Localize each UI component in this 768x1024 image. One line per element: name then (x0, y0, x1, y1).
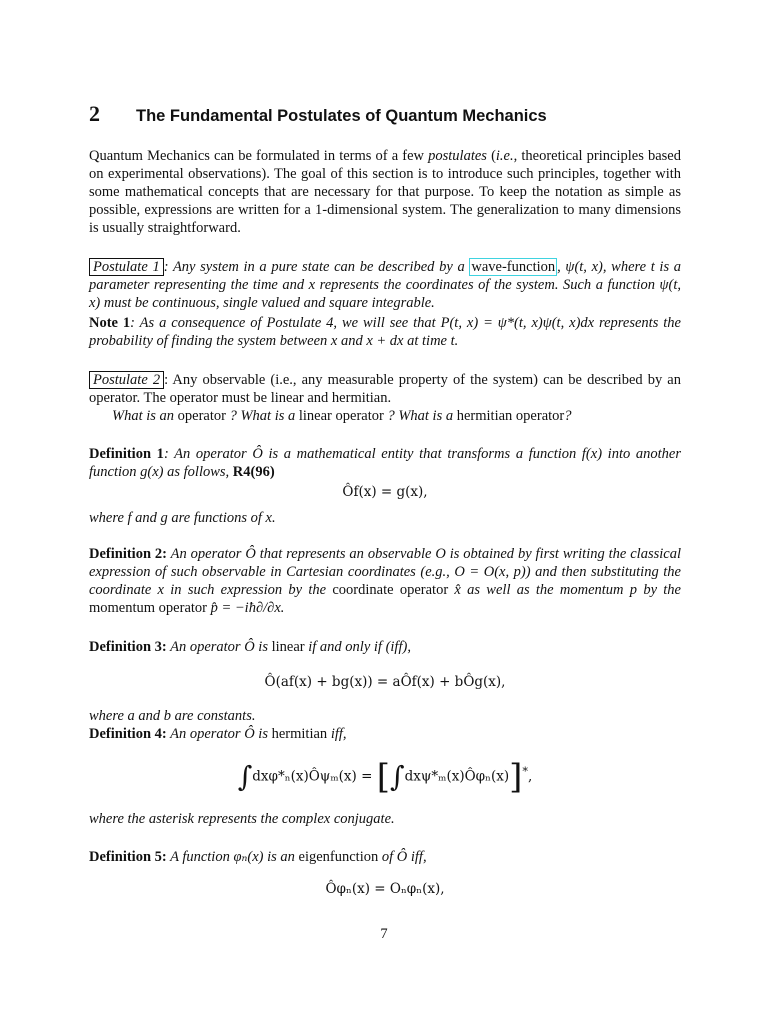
right-bracket: ] (509, 757, 523, 797)
definition-3-note: where a and b are constants. (89, 708, 256, 724)
definition-2: Definition 2: An operator Ô that represents an observable O is obtained by first writing the classical expression of such observable in Cartesian coordinates (e.g., O = O(x, p)) and then substituting the coordinate x in such expression by the coordinate operator x̂ as well as the momentum p by the momentum operator p̂ = −iħ∂/∂x. (89, 546, 681, 616)
definition-4: Definition 4: An operator Ô is hermitian iff, (89, 726, 347, 742)
definition-3-label: Definition 3: (89, 639, 167, 655)
left-bracket: [ (376, 757, 390, 797)
definition-3: Definition 3: An operator Ô is linear if and only if (iff), (89, 639, 411, 655)
definition-2-label: Definition 2: (89, 546, 168, 562)
section-title: The Fundamental Postulates of Quantum Mechanics (136, 107, 547, 125)
definition-5-label: Definition 5: (89, 849, 167, 865)
section-number: 2 (89, 101, 100, 126)
reference-r4: R4(96) (232, 464, 275, 480)
definition-1-note: where f and g are functions of x. (89, 510, 276, 526)
definition-5: Definition 5: A function φₙ(x) is an eigenfunction of Ô iff, (89, 849, 427, 865)
definition-1-label: Definition 1 (89, 446, 164, 462)
postulate-1-label: Postulate 1 (89, 258, 164, 276)
note-1-label: Note 1 (89, 315, 131, 331)
postulate-2: Postulate 2 : Any observable (i.e., any measurable property of the system) can be described by an operator. The operator must be linear and hermitian. (89, 372, 681, 406)
postulate-2-label: Postulate 2 (89, 371, 164, 389)
definition-1: Definition 1: An operator Ô is a mathematical entity that transforms a function f(x) into another function g(x) as follows, R4(96) (89, 446, 681, 480)
equation-def1: Ôf(x) = g(x), (342, 484, 428, 500)
integral-sign: ∫ (237, 760, 253, 793)
postulate-1: Postulate 1 : Any system in a pure state can be described by a wave-function , ψ(t, x), where t is a parameter representing the time and x represents the coordinates of the system. Such a function ψ(t, x) must be continuous, single valued and square integrable. (89, 259, 682, 311)
page-number: 7 (380, 926, 388, 942)
section-heading (89, 101, 681, 133)
equation-def4: ∫dxφ*ₙ(x)Ôψₘ(x) = [∫dxψ*ₘ(x)Ôφₙ(x)]*, (237, 757, 533, 797)
definition-4-note: where the asterisk represents the complex conjugate. (89, 811, 395, 827)
equation-def3: Ô(af(x) + bg(x)) = aÔf(x) + bÔg(x), (264, 674, 506, 690)
definition-4-label: Definition 4: (89, 726, 167, 742)
wave-function-link[interactable]: wave-function (471, 259, 556, 275)
operator-questions: What is an operator ? What is a linear operator ? What is a hermitian operator? (112, 408, 572, 424)
equation-def5: Ôφₙ(x) = Oₙφₙ(x), (325, 881, 445, 897)
note-1: Note 1: As a consequence of Postulate 4, we will see that P(t, x) = ψ*(t, x)ψ(t, x)dx represents the probability of finding the system between x and x + dx at time t. (89, 315, 681, 349)
intro-paragraph: Quantum Mechanics can be formulated in terms of a few postulates (i.e., theoretical principles based on experimental observations). The goal of this section is to introduce such principles, together with some mathematical concepts that are necessary for that purpose. To keep the notation as simple as possible, expressions are written for a 1-dimensional system. The generalization to many dimensions is usually straightforward. (89, 148, 681, 236)
